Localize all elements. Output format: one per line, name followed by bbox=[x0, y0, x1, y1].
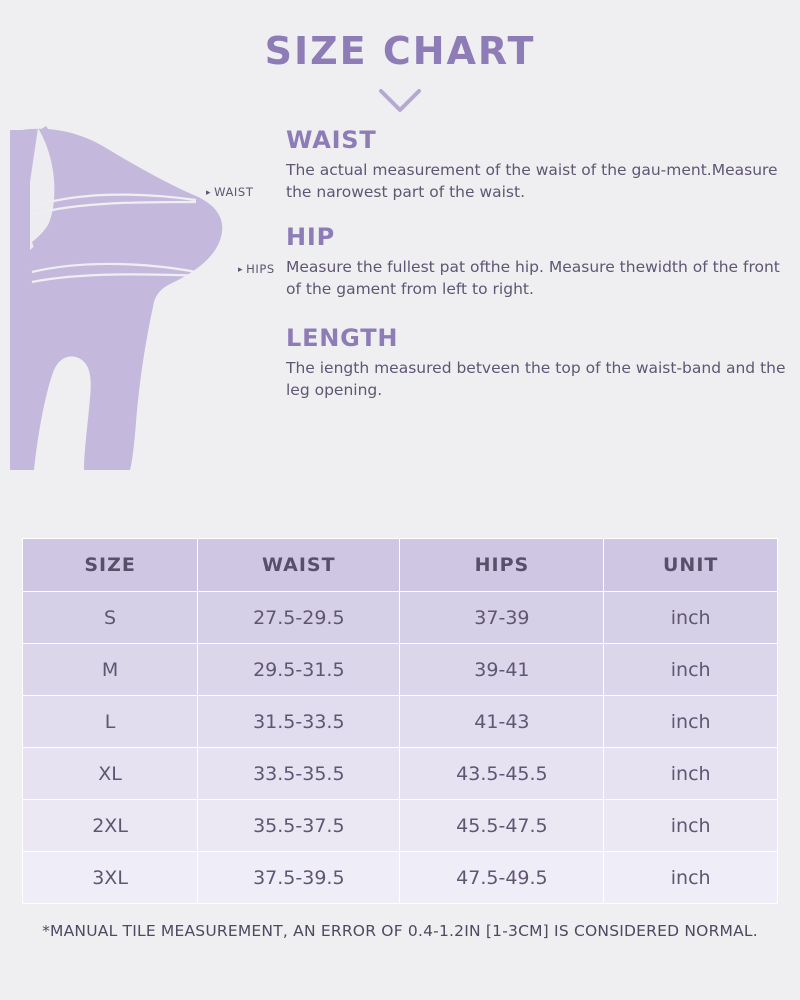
cell-hips: 41-43 bbox=[400, 696, 604, 748]
cell-size: M bbox=[23, 644, 198, 696]
description-waist-body: The actual measurement of the waist of the gau-ment.Measure the narowest part of the waist. bbox=[286, 161, 778, 201]
measurement-descriptions bbox=[286, 128, 786, 401]
table-header-row bbox=[23, 539, 778, 592]
description-length-heading: LENGTH bbox=[286, 324, 399, 352]
size-table-container bbox=[22, 538, 778, 904]
figure-hips-text: HIPS bbox=[246, 262, 275, 276]
cell-waist: 29.5-31.5 bbox=[198, 644, 400, 696]
description-hip-body: Measure the fullest pat ofthe hip. Measure thewidth of the front of the gament from left to right. bbox=[286, 258, 780, 298]
table-row bbox=[23, 644, 778, 696]
figure-hips-label bbox=[238, 262, 275, 276]
cell-waist: 27.5-29.5 bbox=[198, 592, 400, 644]
footnote: *MANUAL TILE MEASUREMENT, AN ERROR OF 0.4-1.2IN [1-3CM] IS CONSIDERED NORMAL. bbox=[42, 922, 758, 940]
cell-unit: inch bbox=[604, 696, 778, 748]
figure-waist-label bbox=[206, 185, 253, 199]
cell-hips: 43.5-45.5 bbox=[400, 748, 604, 800]
description-length-body: The iength measured betveen the top of the waist-band and the leg opening. bbox=[286, 359, 786, 399]
cell-unit: inch bbox=[604, 592, 778, 644]
intro-section bbox=[0, 120, 800, 470]
cell-size: 2XL bbox=[23, 800, 198, 852]
body-figure-illustration bbox=[10, 122, 275, 472]
description-waist-heading: WAIST bbox=[286, 126, 377, 154]
chevron-down-icon bbox=[0, 88, 800, 114]
size-table-body bbox=[23, 592, 778, 904]
header-unit: UNIT bbox=[604, 539, 778, 592]
description-hip-heading: HIP bbox=[286, 223, 336, 251]
cell-waist: 37.5-39.5 bbox=[198, 852, 400, 904]
cell-hips: 37-39 bbox=[400, 592, 604, 644]
page-title: SIZE CHART bbox=[264, 29, 536, 73]
figure-waist-text: WAIST bbox=[214, 185, 254, 199]
table-row bbox=[23, 852, 778, 904]
cell-unit: inch bbox=[604, 852, 778, 904]
arrow-right-icon: ▸ bbox=[206, 188, 212, 198]
header-hips: HIPS bbox=[400, 539, 604, 592]
cell-size: L bbox=[23, 696, 198, 748]
table-row bbox=[23, 592, 778, 644]
cell-unit: inch bbox=[604, 644, 778, 696]
table-row bbox=[23, 748, 778, 800]
cell-size: XL bbox=[23, 748, 198, 800]
cell-size: S bbox=[23, 592, 198, 644]
cell-unit: inch bbox=[604, 748, 778, 800]
table-row bbox=[23, 696, 778, 748]
cell-unit: inch bbox=[604, 800, 778, 852]
cell-hips: 47.5-49.5 bbox=[400, 852, 604, 904]
header-waist: WAIST bbox=[198, 539, 400, 592]
size-table-head bbox=[23, 539, 778, 592]
header-size: SIZE bbox=[23, 539, 198, 592]
cell-size: 3XL bbox=[23, 852, 198, 904]
cell-waist: 35.5-37.5 bbox=[198, 800, 400, 852]
size-table bbox=[22, 538, 778, 904]
arrow-right-icon: ▸ bbox=[238, 265, 244, 275]
cell-hips: 45.5-47.5 bbox=[400, 800, 604, 852]
description-waist bbox=[286, 128, 786, 203]
cell-hips: 39-41 bbox=[400, 644, 604, 696]
table-row bbox=[23, 800, 778, 852]
description-hip bbox=[286, 225, 786, 300]
description-length bbox=[286, 326, 786, 401]
cell-waist: 31.5-33.5 bbox=[198, 696, 400, 748]
cell-waist: 33.5-35.5 bbox=[198, 748, 400, 800]
